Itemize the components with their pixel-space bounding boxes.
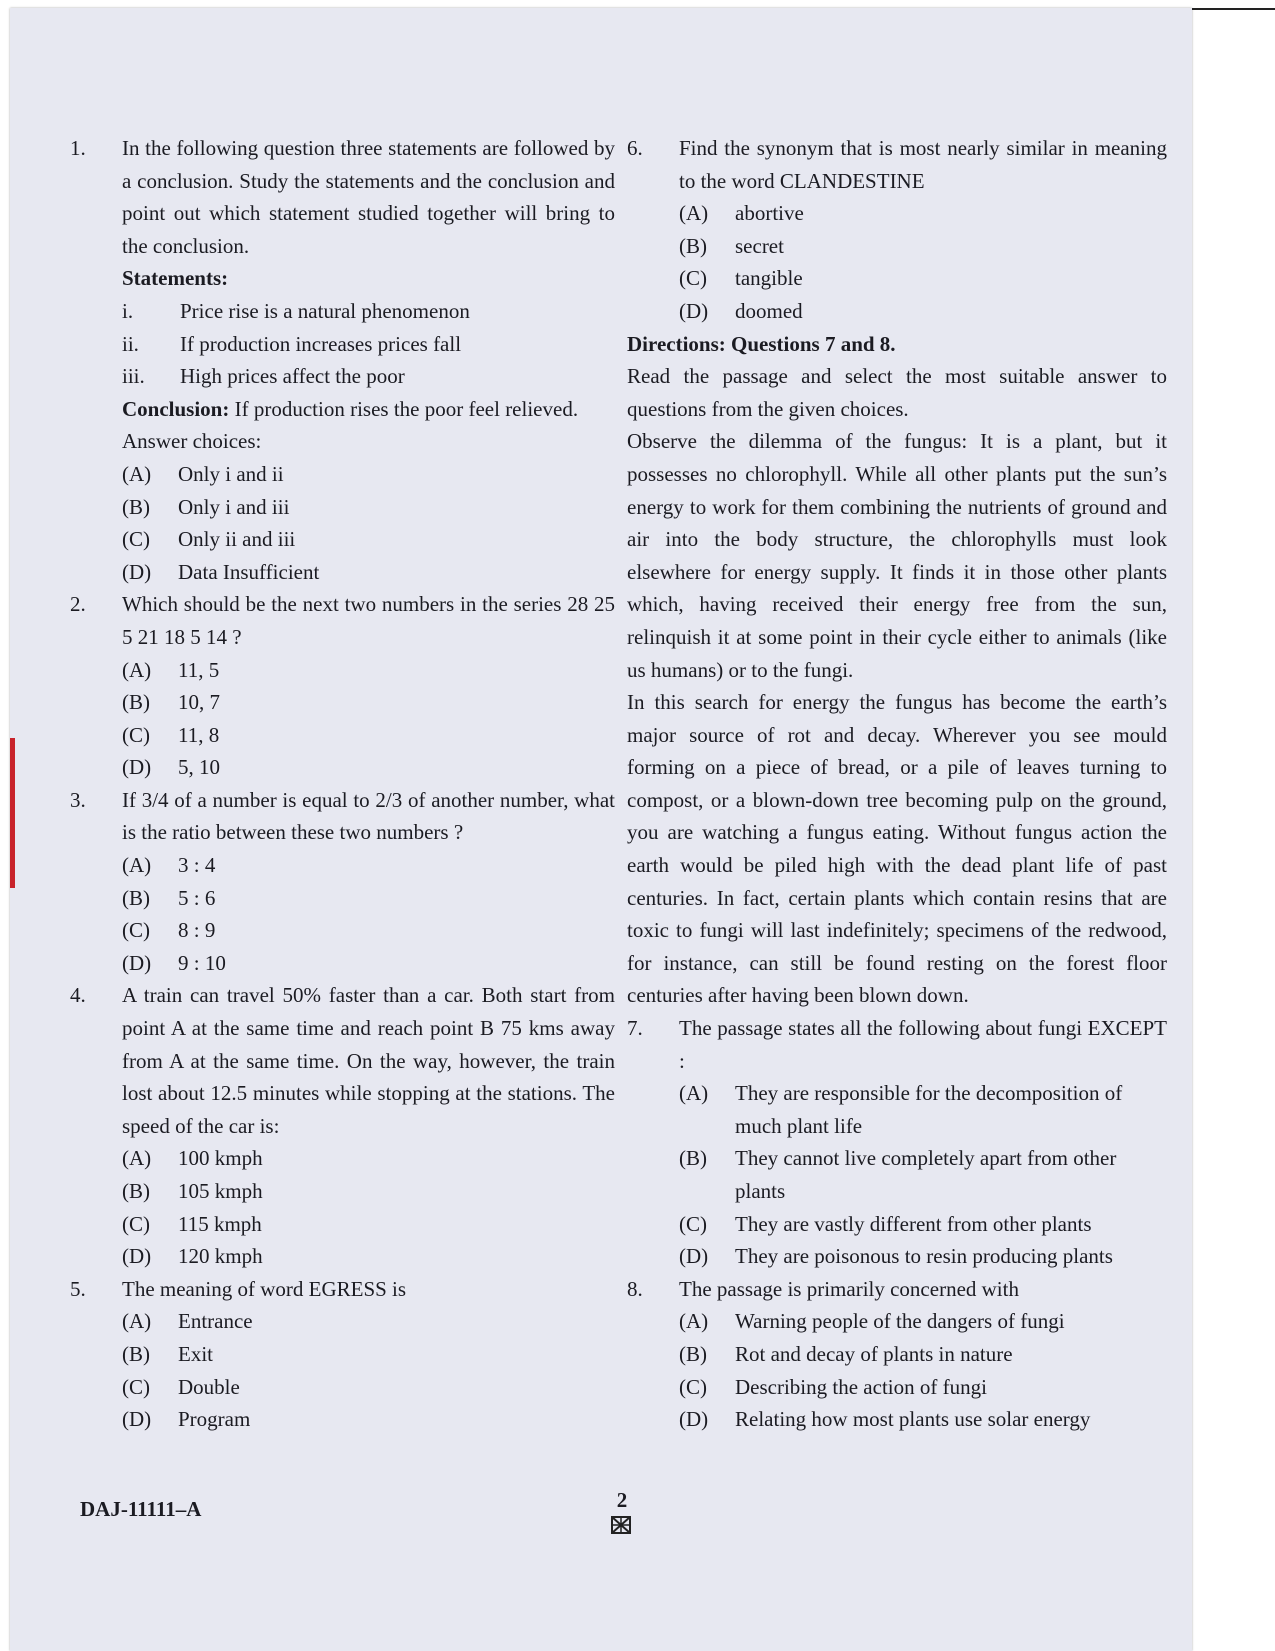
option-d[interactable] xyxy=(122,1403,615,1436)
option-c[interactable] xyxy=(122,1371,615,1404)
option-text: 11, 5 xyxy=(178,657,220,682)
directions-instruction: Read the passage and select the most suitable answer to questions from the given choices. xyxy=(627,364,1167,421)
option-label: (A) xyxy=(122,461,152,486)
option-label: (D) xyxy=(679,1407,709,1432)
registration-mark-icon xyxy=(611,1516,631,1534)
option-b[interactable] xyxy=(122,1338,615,1371)
edge-line xyxy=(1192,8,1275,10)
option-label: (C) xyxy=(679,266,707,291)
option-label: (B) xyxy=(122,885,150,910)
question-7 xyxy=(627,1012,1167,1273)
option-text: 5 : 6 xyxy=(178,885,216,910)
paper-code: DAJ-11111–A xyxy=(80,1497,202,1521)
question-stem: Which should be the next two numbers in the series 28 25 5 21 18 5 14 ? xyxy=(122,592,615,649)
question-stem: In the following question three statements are followed by a conclusion. Study the statements and the conclusion and point out which statement studied together will bring to the conclusion. xyxy=(122,136,615,258)
question-stem: Find the synonym that is most nearly similar in meaning to the word CLANDESTINE xyxy=(679,136,1167,193)
option-c[interactable] xyxy=(122,719,615,752)
question-stem: If 3/4 of a number is equal to 2/3 of another number, what is the ratio between these two numbers ? xyxy=(122,787,615,845)
option-a[interactable] xyxy=(122,458,615,491)
option-a[interactable] xyxy=(122,1142,615,1175)
option-label: (A) xyxy=(679,1081,709,1106)
option-label: (D) xyxy=(122,950,152,975)
option-c[interactable] xyxy=(122,1208,615,1241)
option-label: (A) xyxy=(679,1309,709,1334)
option-text: 9 : 10 xyxy=(178,950,226,975)
option-label: (D) xyxy=(122,1407,152,1432)
statement xyxy=(122,328,615,361)
option-a[interactable] xyxy=(122,654,615,687)
conclusion-label: Conclusion: xyxy=(122,396,230,421)
question-number: 5. xyxy=(70,1276,86,1301)
option-label: (A) xyxy=(122,853,152,878)
option-label: (B) xyxy=(122,1341,150,1366)
question-3 xyxy=(70,784,615,980)
option-text: Describing the action of fungi xyxy=(735,1374,987,1399)
option-b[interactable] xyxy=(122,686,615,719)
option-text: tangible xyxy=(735,266,803,291)
option-text: Data Insufficient xyxy=(178,559,320,584)
option-text: 11, 8 xyxy=(178,722,220,747)
answer-choices-label: Answer choices: xyxy=(122,429,262,454)
option-d[interactable] xyxy=(122,1240,615,1273)
question-number: 2. xyxy=(70,592,86,617)
statement-text: High prices affect the poor xyxy=(180,364,405,389)
option-d[interactable] xyxy=(679,295,1167,328)
option-label: (C) xyxy=(122,1374,150,1399)
statement xyxy=(122,360,615,393)
question-number: 7. xyxy=(627,1016,643,1041)
option-d[interactable] xyxy=(122,947,615,980)
option-text: Double xyxy=(178,1374,240,1399)
passage-paragraph-1: Observe the dilemma of the fungus: It is a plant, but it possesses no chlorophyll. While all other plants put the sun’s energy to work for them combining the nutrients of ground and air into the body structure, the chlorophylls must look elsewhere for energy supply. It finds it in those other plants which, having received their energy free from the sun, relinquish it at some point in their cycle either to animals (like us humans) or to the fungi. xyxy=(627,429,1167,682)
option-text: 100 kmph xyxy=(178,1146,263,1171)
option-a[interactable] xyxy=(122,1305,615,1338)
option-b[interactable] xyxy=(122,491,615,524)
option-label: (C) xyxy=(122,527,150,552)
question-number: 4. xyxy=(70,983,86,1008)
statement xyxy=(122,295,615,328)
option-c[interactable] xyxy=(679,262,1167,295)
option-text: Program xyxy=(178,1407,251,1432)
question-number: 1. xyxy=(70,136,86,160)
option-d[interactable] xyxy=(122,556,615,589)
option-text: 3 : 4 xyxy=(178,853,216,878)
question-number: 6. xyxy=(627,136,643,160)
left-column xyxy=(70,132,615,1436)
conclusion xyxy=(122,393,615,426)
option-a[interactable] xyxy=(679,1305,1167,1338)
option-d[interactable] xyxy=(122,751,615,784)
option-text: Rot and decay of plants in nature xyxy=(735,1341,1013,1366)
option-text: They are poisonous to resin producing plants xyxy=(735,1244,1113,1269)
option-label: (B) xyxy=(122,494,150,519)
option-text: Only i and ii xyxy=(178,461,284,486)
option-text: doomed xyxy=(735,298,803,323)
option-text: 105 kmph xyxy=(178,1179,263,1203)
option-b[interactable] xyxy=(122,1175,615,1208)
statement-label: iii. xyxy=(122,364,145,389)
statements-heading: Statements: xyxy=(122,266,229,291)
question-stem: The meaning of word EGRESS is xyxy=(122,1276,407,1301)
red-edge-mark xyxy=(10,738,15,888)
question-8 xyxy=(627,1273,1167,1436)
directions-heading: Directions: Questions 7 and 8. xyxy=(627,331,896,356)
question-4 xyxy=(70,979,615,1272)
question-2 xyxy=(70,588,615,784)
option-text: 120 kmph xyxy=(178,1244,263,1269)
question-stem: The passage is primarily concerned with xyxy=(679,1276,1019,1301)
option-label: (D) xyxy=(122,755,152,780)
question-5 xyxy=(70,1273,615,1436)
option-text: They are responsible for the decomposition of much plant life xyxy=(735,1081,1123,1138)
option-text: abortive xyxy=(735,201,804,226)
option-text: They are vastly different from other plants xyxy=(735,1211,1092,1236)
option-b[interactable] xyxy=(122,882,615,915)
question-6 xyxy=(627,132,1167,328)
conclusion-text: If production rises the poor feel relieved. xyxy=(229,396,579,421)
option-text: 10, 7 xyxy=(178,690,220,715)
option-a[interactable] xyxy=(679,1077,1167,1142)
option-b[interactable] xyxy=(679,1338,1167,1371)
statement-text: Price rise is a natural phenomenon xyxy=(180,298,470,323)
option-text: 8 : 9 xyxy=(178,918,216,943)
option-d[interactable] xyxy=(679,1403,1167,1436)
option-text: Exit xyxy=(178,1341,213,1366)
question-number: 8. xyxy=(627,1276,643,1301)
question-1 xyxy=(70,132,615,588)
option-a[interactable] xyxy=(122,849,615,882)
option-label: (C) xyxy=(122,722,150,747)
option-label: (A) xyxy=(679,201,709,226)
option-d[interactable] xyxy=(679,1240,1167,1273)
option-label: (B) xyxy=(122,690,150,715)
option-label: (B) xyxy=(679,233,707,258)
option-label: (A) xyxy=(122,1309,152,1334)
option-label: (C) xyxy=(679,1374,707,1399)
right-column xyxy=(627,132,1167,1436)
statement-label: i. xyxy=(122,298,134,323)
option-label: (D) xyxy=(122,1244,152,1269)
option-text: Entrance xyxy=(178,1309,253,1334)
option-label: (D) xyxy=(122,559,152,584)
option-text: Warning people of the dangers of fungi xyxy=(735,1309,1065,1334)
option-label: (C) xyxy=(122,918,150,943)
question-number: 3. xyxy=(70,787,86,812)
option-label: (C) xyxy=(679,1211,707,1236)
statement-label: ii. xyxy=(122,331,139,356)
option-c[interactable] xyxy=(679,1371,1167,1404)
option-label: (A) xyxy=(122,657,152,682)
option-b[interactable] xyxy=(679,230,1167,263)
option-label: (D) xyxy=(679,298,709,323)
option-b[interactable] xyxy=(679,1142,1167,1207)
option-text: 5, 10 xyxy=(178,755,220,780)
option-text: They cannot live completely apart from other plants xyxy=(735,1146,1117,1203)
option-label: (C) xyxy=(122,1211,150,1236)
option-text: Only i and iii xyxy=(178,494,290,519)
statement-text: If production increases prices fall xyxy=(180,331,462,356)
passage-paragraph-2: In this search for energy the fungus has become the earth’s major source of rot and decay. Wherever you see mould forming on a piece of bread, or a pile of leaves turning to compost, or a blown-down tree becoming pulp on the ground, you are watching a fungus eating. Without fungus action the earth would be piled high with the dead plant life of past centuries. In fact, certain plants which contain resins that are toxic to fungi will last indefinitely; specimens of the redwood, for instance, can still be found resting on the forest floor centuries after having been blown down. xyxy=(627,690,1167,1008)
option-text: Relating how most plants use solar energy xyxy=(735,1407,1091,1432)
option-text: Only ii and iii xyxy=(178,527,296,552)
option-label: (A) xyxy=(122,1146,152,1171)
option-label: (B) xyxy=(679,1341,707,1366)
option-a[interactable] xyxy=(679,197,1167,230)
option-label: (B) xyxy=(679,1146,707,1171)
option-c[interactable] xyxy=(122,523,615,556)
option-c[interactable] xyxy=(679,1208,1167,1241)
question-stem: The passage states all the following about fungi EXCEPT : xyxy=(679,1016,1167,1073)
option-text: 115 kmph xyxy=(178,1211,262,1236)
option-c[interactable] xyxy=(122,914,615,947)
option-label: (B) xyxy=(122,1179,150,1203)
option-text: secret xyxy=(735,233,784,258)
question-stem: A train can travel 50% faster than a car. Both start from point A at the same time and reach point B 75 kms away from A at the same time. On the way, however, the train lost about 12.5 minutes while stopping at the stations. The speed of the car is: xyxy=(122,983,615,1138)
page-number: 2 xyxy=(616,1488,628,1512)
option-label: (D) xyxy=(679,1244,709,1269)
